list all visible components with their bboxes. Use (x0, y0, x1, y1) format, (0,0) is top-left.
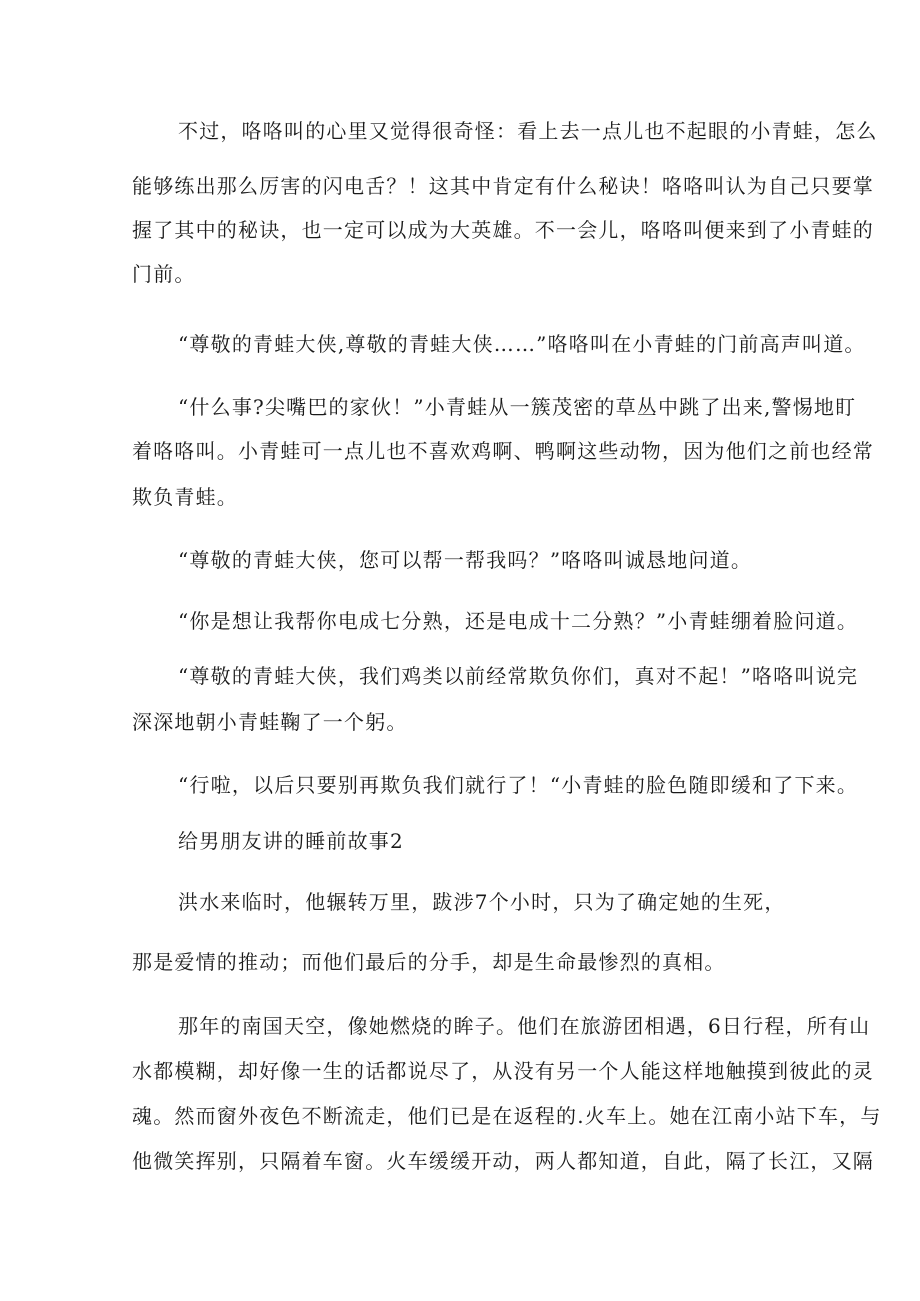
text-line: “尊敬的青蛙大侠,尊敬的青蛙大侠……”咯咯叫在小青蛙的门前高声叫道。 (178, 332, 866, 356)
text-line: “什么事?尖嘴巴的家伙！”小青蛙从一簇茂密的草丛中跳了出来,警惕地盯 (178, 395, 857, 419)
text-line: 深深地朝小青蛙鞠了一个躬。 (132, 710, 408, 734)
text-line: 着咯咯叫。小青蛙可一点儿也不喜欢鸡啊、鸭啊这些动物，因为他们之前也经常 (132, 439, 874, 463)
text-line: “尊敬的青蛙大侠，您可以帮一帮我吗？”咯咯叫诚恳地问道。 (178, 548, 753, 572)
text-line: “尊敬的青蛙大侠，我们鸡类以前经常欺负你们，真对不起！”咯咯叫说完 (178, 664, 859, 688)
text-line: 能够练出那么厉害的闪电舌？！这其中肯定有什么秘诀！咯咯叫认为自己只要掌 (132, 174, 874, 198)
text-line: 门前。 (132, 262, 196, 286)
text-line: “你是想让我帮你电成七分熟，还是电成十二分熟？”小青蛙绷着脸问道。 (178, 609, 859, 633)
text-line: 那是爱情的推动；而他们最后的分手，却是生命最惨烈的真相。 (132, 950, 726, 974)
text-line: 欺负青蛙。 (132, 485, 238, 509)
text-line: 那年的南国天空，像她燃烧的眸子。他们在旅游团相遇，6日行程，所有山 (178, 1014, 871, 1038)
text-line: 不过，咯咯叫的心里又觉得很奇怪：看上去一点儿也不起眼的小青蛙，怎么 (178, 119, 878, 143)
text-line: 洪水来临时，他辗转万里，跋涉7个小时，只为了确定她的生死， (178, 890, 786, 914)
section-heading: 给男朋友讲的睡前故事2 (178, 829, 404, 853)
text-line: “行啦，以后只要别再欺负我们就行了！“小青蛙的脸色随即缓和了下来。 (178, 773, 859, 797)
text-line: 握了其中的秘诀，也一定可以成为大英雄。不一会儿，咯咯叫便来到了小青蛙的 (132, 218, 874, 242)
text-line: 魂。然而窗外夜色不断流走，他们已是在返程的.火车上。她在江南小站下车，与 (132, 1104, 882, 1128)
text-line: 他微笑挥别，只隔着车窗。火车缓缓开动，两人都知道，自此，隔了长江，又隔 (132, 1149, 874, 1173)
text-line: 水都模糊，却好像一生的话都说尽了，从没有另一个人能这样地触摸到彼此的灵 (132, 1059, 874, 1083)
